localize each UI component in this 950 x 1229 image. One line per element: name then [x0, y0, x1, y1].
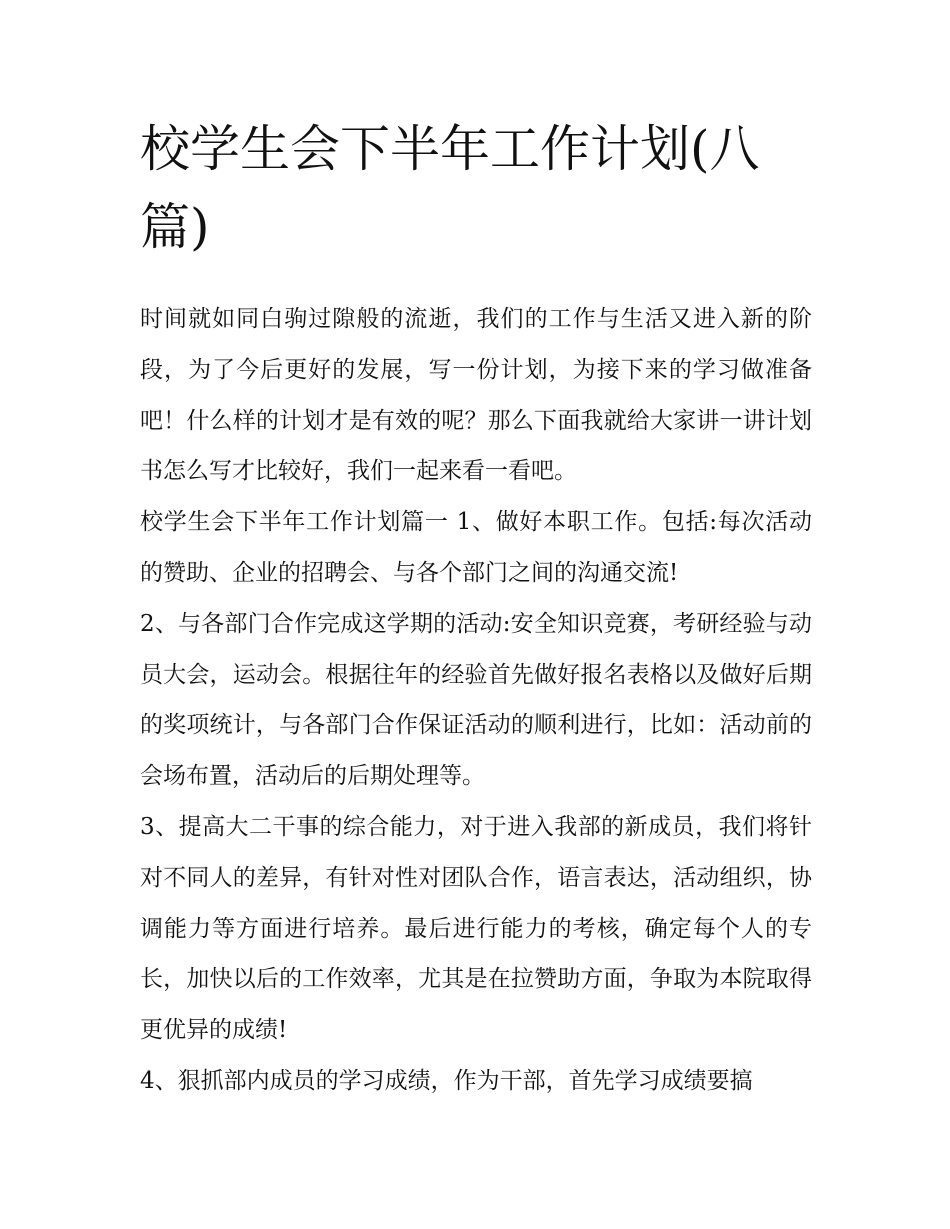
plan-paragraph-3: 3、提高大二干事的综合能力，对于进入我部的新成员，我们将针对不同人的差异，有针对性对团队合作，语言表达，活动组织，协调能力等方面进行培养。最后进行能力的考核，确定每个人的专长，加快以后的工作效率，尤其是在拉赞助方面，争取为本院取得更优异的成绩!	[140, 813, 812, 1044]
plan-paragraph-4: 4、狠抓部内成员的学习成绩，作为干部，首先学习成绩要搞	[140, 1067, 753, 1094]
plan-paragraph-2: 2、与各部门合作完成这学期的活动:安全知识竞赛，考研经验与动员大会，运动会。根据往年的经验首先做好报名表格以及做好后期的奖项统计，与各部门合作保证活动的顺利进行，比如：活动前的会场布置，活动后的后期处理等。	[140, 610, 812, 790]
plan-paragraph-1: 校学生会下半年工作计划篇一 1、做好本职工作。包括:每次活动的赞助、企业的招聘会、与各个部门之间的沟通交流!	[140, 509, 812, 586]
intro-paragraph: 时间就如同白驹过隙般的流逝，我们的工作与生活又进入新的阶段，为了今后更好的发展，写一份计划，为接下来的学习做准备吧！什么样的计划才是有效的呢？那么下面我就给大家讲一讲计划书怎么写才比较好，我们一起来看一看吧。	[140, 306, 812, 485]
document-page	[140, 110, 812, 1107]
document-title: 校学生会下半年工作计划(八篇)	[140, 120, 760, 256]
